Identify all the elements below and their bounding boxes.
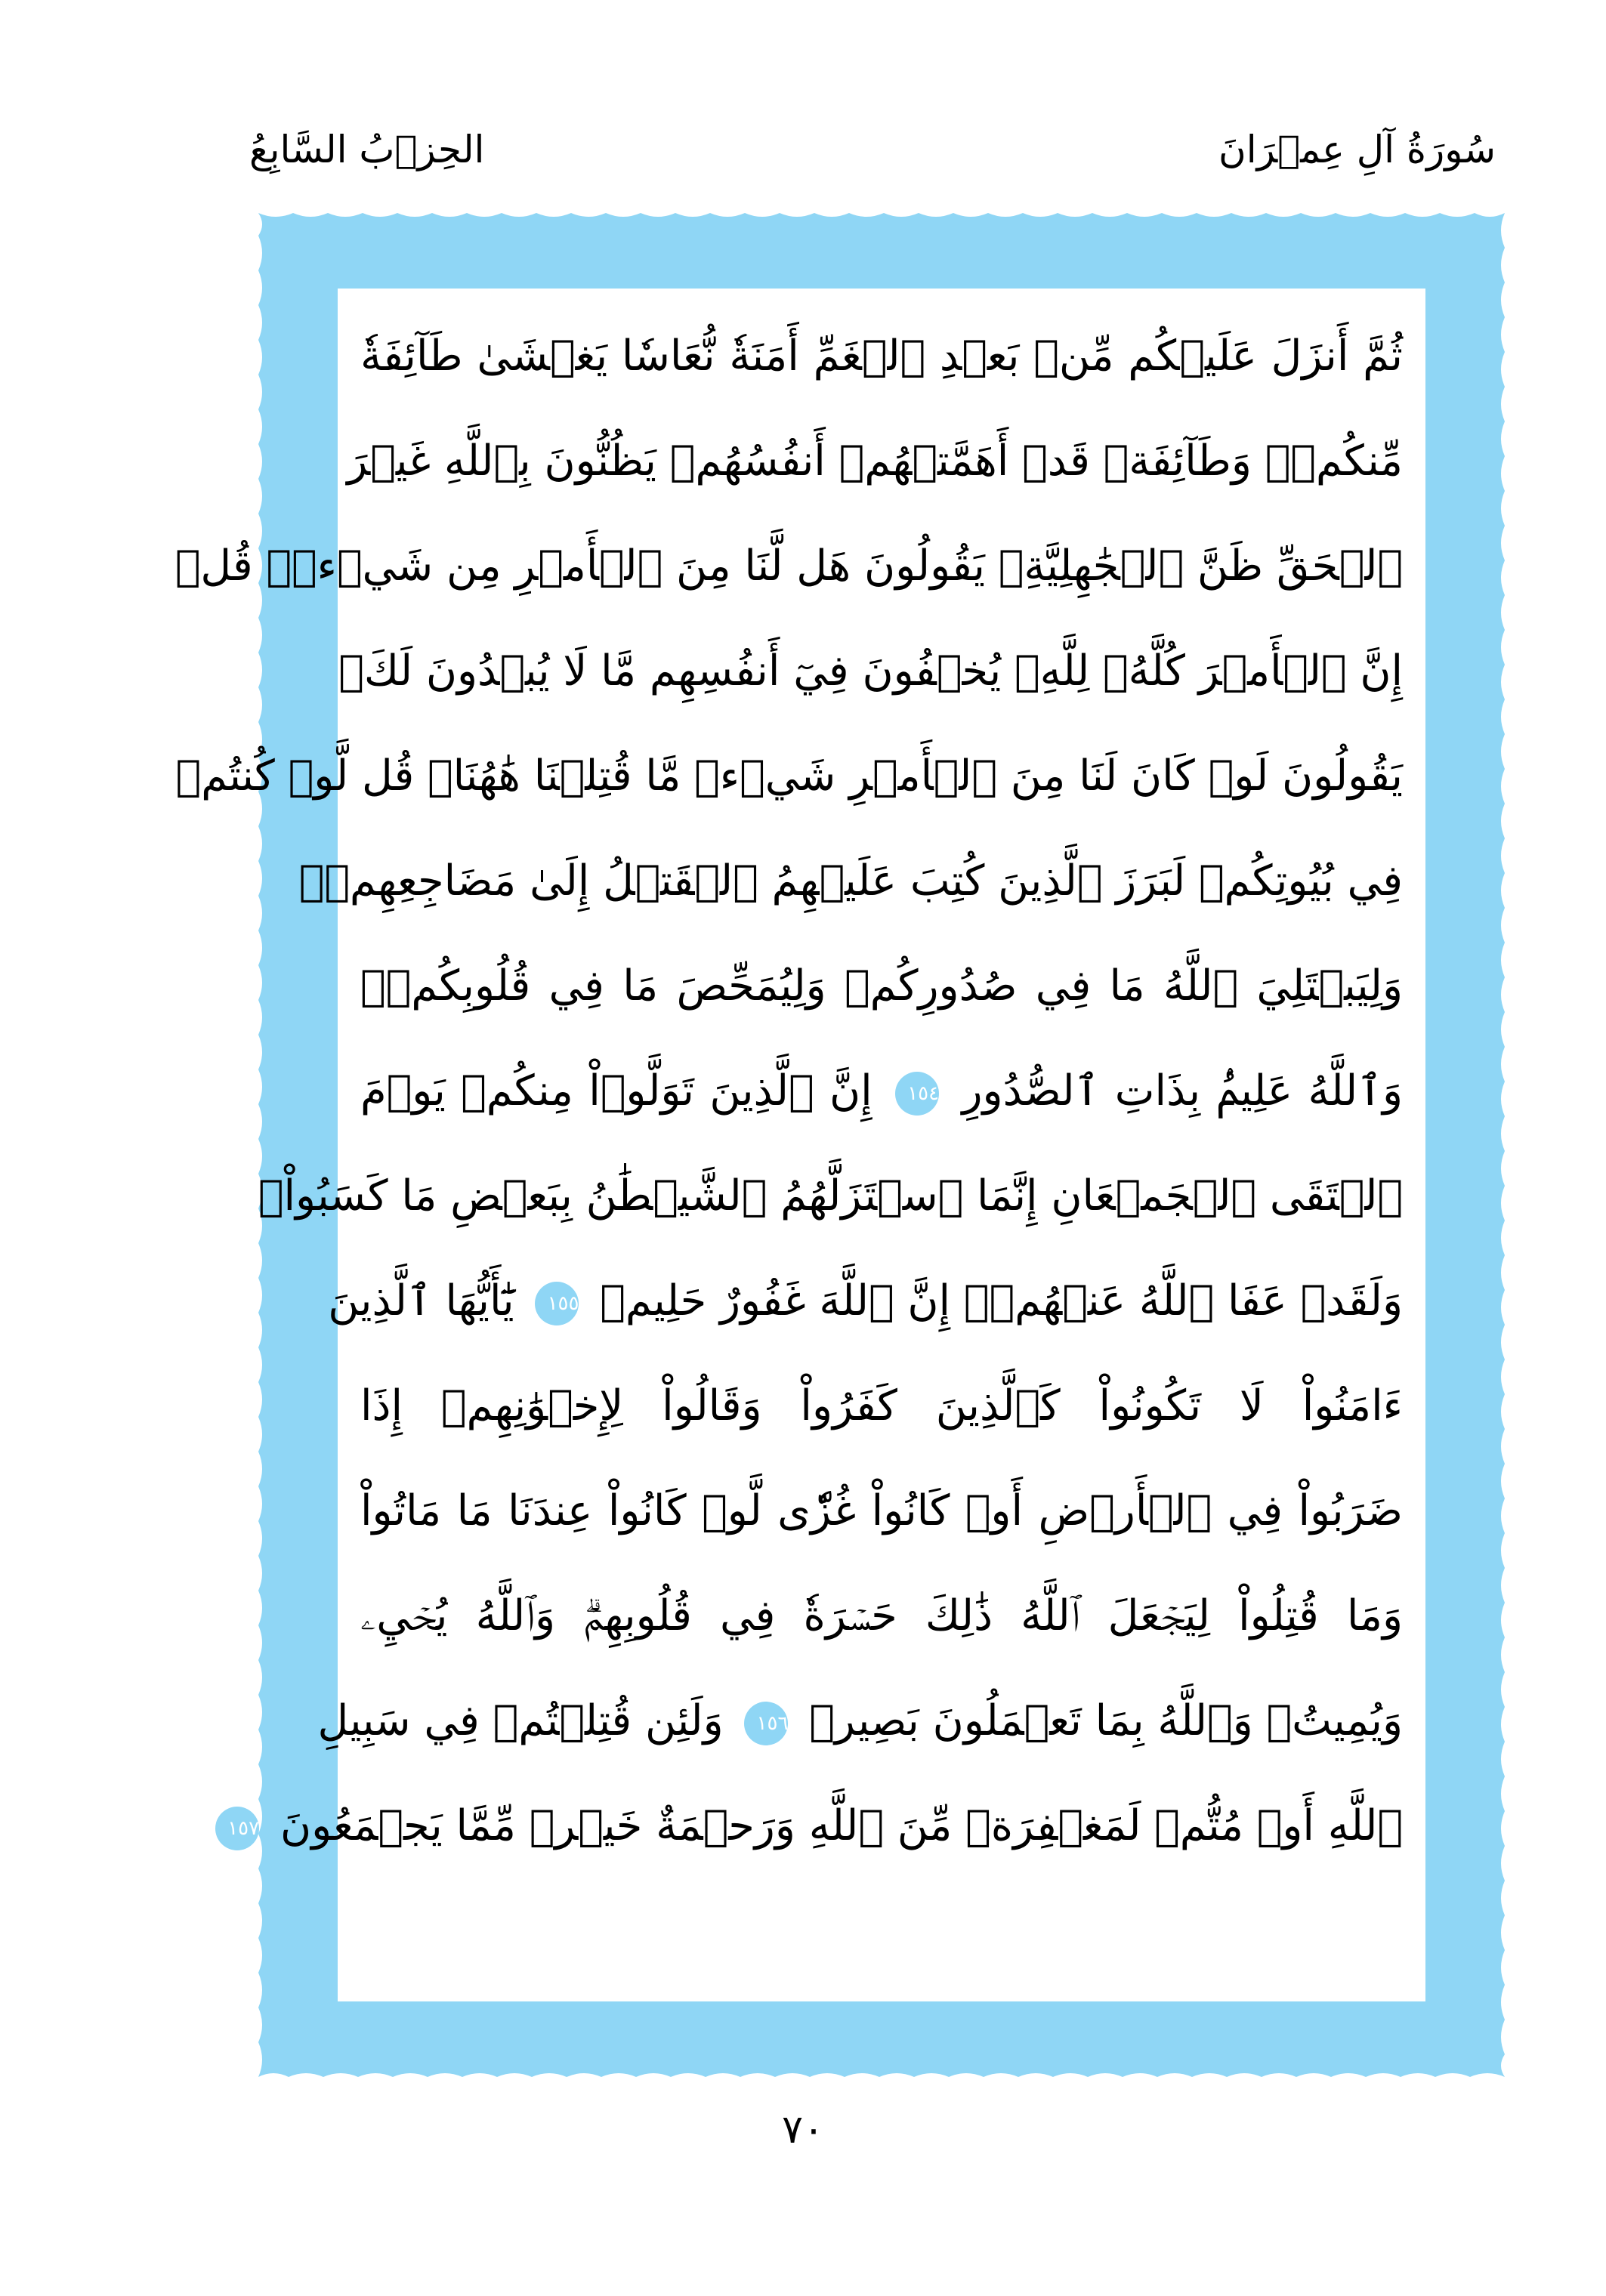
ayah-text: إِنَّ ٱلۡأَمۡرَ كُلَّهُۥ لِلَّهِۗ يُخۡفُونَ فِيٓ أَنفُسِهِم مَّا لَا يُبۡدُونَ لَكَۖ (338, 647, 1403, 696)
decorative-frame (174, 205, 1512, 2085)
ayah-text: وَيُمِيتُۗ وَٱللَّهُ بِمَا تَعۡمَلُونَ بَصِيرٞ (809, 1696, 1403, 1745)
ayah-text: ٱللَّهِ أَوۡ مُتُّمۡ لَمَغۡفِرَةٞ مِّنَ ٱللَّهِ وَرَحۡمَةٌ خَيۡرٞ مِّمَّا يَجۡمَعُونَ (280, 1801, 1403, 1850)
ayah-text: يَٰٓأَيُّهَا ٱلَّذِينَ (328, 1276, 514, 1325)
ayah-text: وَمَا قُتِلُواْ لِيَجۡعَلَ ٱللَّهُ ذَٰلِكَ حَسۡرَةٗ فِي قُلُوبِهِمۡۗ وَٱللَّهُ يُحۡيِۦ (360, 1591, 1403, 1640)
ayah-lines (174, 304, 1403, 1878)
ayah-line (338, 619, 1403, 724)
ayah-text: إِنَّ ٱلَّذِينَ تَوَلَّوۡاْ مِنكُمۡ يَوۡمَ (360, 1066, 872, 1116)
ayah-text: وَٱللَّهُ عَلِيمُۢ بِذَاتِ ٱلصُّدُورِ (962, 1066, 1403, 1116)
ayah-line (360, 1458, 1403, 1563)
ayah-number-marker: ١٥٥ (535, 1282, 579, 1325)
ayah-number-marker: ١٥٧ (215, 1807, 259, 1850)
ayah-line (360, 1038, 1403, 1143)
ayah-text: وَلِيَبۡتَلِيَ ٱللَّهُ مَا فِي صُدُورِكُمۡ وَلِيُمَحِّصَ مَا فِي قُلُوبِكُمۡۚ (360, 961, 1403, 1011)
ayah-text: ٱلۡتَقَى ٱلۡجَمۡعَانِ إِنَّمَا ٱسۡتَزَلَّهُمُ ٱلشَّيۡطَٰنُ بِبَعۡضِ مَا كَسَبُواْۖ (258, 1171, 1403, 1221)
ayah-line (328, 1248, 1403, 1353)
ayah-text: فِي بُيُوتِكُمۡ لَبَرَزَ ٱلَّذِينَ كُتِبَ عَلَيۡهِمُ ٱلۡقَتۡلُ إِلَىٰ مَضَاجِعِهِمۡۖ (298, 856, 1403, 906)
ayah-line (360, 1353, 1403, 1458)
ayah-text: ثُمَّ أَنزَلَ عَلَيۡكُم مِّنۢ بَعۡدِ ٱلۡغَمِّ أَمَنَةٗ نُّعَاسٗا يَغۡشَىٰ طَآئِفَةٗ (360, 332, 1403, 381)
ayah-line (347, 409, 1403, 514)
quran-text-area (174, 289, 1425, 2001)
ayah-text: ءَامَنُواْ لَا تَكُونُواْ كَٱلَّذِينَ كَفَرُواْ وَقَالُواْ لِإِخۡوَٰنِهِمۡ إِذَا (360, 1381, 1403, 1430)
ayah-number-marker: ١٥٦ (744, 1702, 788, 1745)
ayah-number-marker: ١٥٤ (895, 1072, 939, 1116)
page-number: ٧٠ (782, 2107, 824, 2152)
ayah-line (317, 1668, 1403, 1773)
ayah-line (258, 1143, 1403, 1248)
surah-name: سُورَةُ آلِ عِمۡرَانَ (1218, 128, 1496, 171)
ayah-line (360, 934, 1403, 1038)
ayah-line (175, 724, 1403, 829)
ayah-line (360, 304, 1403, 409)
ayah-line (360, 1563, 1403, 1668)
ayah-text: وَلَئِن قُتِلۡتُمۡ فِي سَبِيلِ (317, 1696, 724, 1745)
ayah-line (174, 514, 1403, 619)
ayah-text: مِّنكُمۡۖ وَطَآئِفَةٞ قَدۡ أَهَمَّتۡهُمۡ أَنفُسُهُمۡ يَظُنُّونَ بِٱللَّهِ غَيۡرَ (347, 437, 1403, 486)
hizb-name: الحِزۡبُ السَّابِعُ (249, 128, 485, 171)
ayah-text: يَقُولُونَ لَوۡ كَانَ لَنَا مِنَ ٱلۡأَمۡرِ شَيۡءٞ مَّا قُتِلۡنَا هَٰهُنَاۗ قُل لَّوۡ كُنتُمۡ (175, 751, 1403, 801)
ayah-text: ٱلۡحَقِّ ظَنَّ ٱلۡجَٰهِلِيَّةِۖ يَقُولُونَ هَل لَّنَا مِنَ ٱلۡأَمۡرِ مِن شَيۡءٖۗ قُلۡ (174, 542, 1403, 591)
ayah-line (227, 1773, 1403, 1878)
ayah-line (298, 829, 1403, 934)
ayah-text: وَلَقَدۡ عَفَا ٱللَّهُ عَنۡهُمۡۗ إِنَّ ٱللَّهَ غَفُورٌ حَلِيمٞ (600, 1276, 1403, 1325)
ayah-text: ضَرَبُواْ فِي ٱلۡأَرۡضِ أَوۡ كَانُواْ غُزّٗى لَّوۡ كَانُواْ عِندَنَا مَا مَاتُواْ (360, 1486, 1403, 1535)
